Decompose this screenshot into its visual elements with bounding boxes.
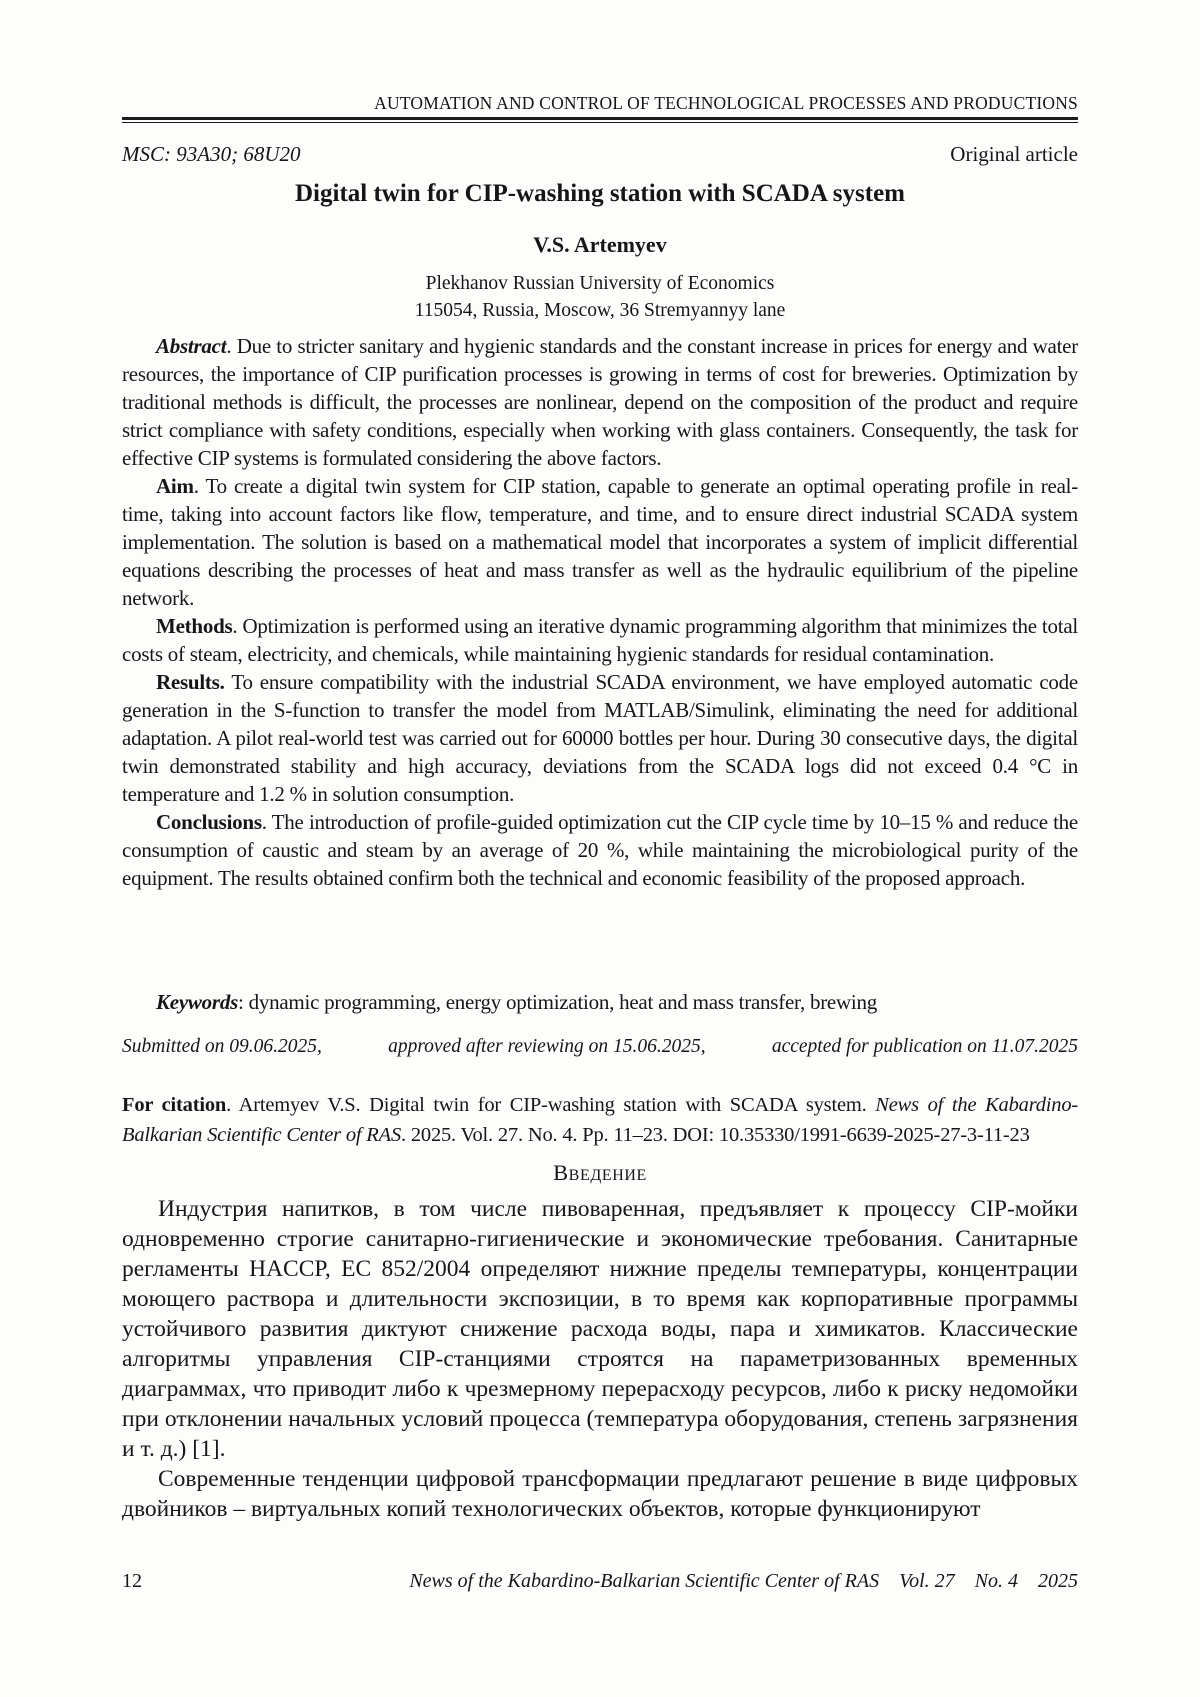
keywords-label: Keywords <box>156 990 238 1014</box>
footer-journal-title: News of the Kabardino-Balkarian Scientific Center of RAS <box>409 1570 880 1592</box>
conclusions-paragraph <box>122 808 1078 892</box>
abstract-text: . Due to stricter sanitary and hygienic standards and the constant increase in prices for energy and water resources, the importance of CIP purification processes is growing in terms of cost for breweries. Optimization by traditional methods is difficult, the processes are nonlinear, depend on the composition of the product and require strict compliance with safety conditions, especially when working with glass containers. Consequently, the task for effective CIP systems is formulated considering the above factors. <box>122 334 1078 470</box>
page-title: Digital twin for CIP-washing station with SCADA system <box>295 180 905 207</box>
author-name: V.S. Artemyev <box>533 232 667 257</box>
abstract-paragraph <box>122 332 1078 472</box>
approved-date: approved after reviewing on 15.06.2025, <box>388 1036 706 1057</box>
running-head: AUTOMATION AND CONTROL OF TECHNOLOGICAL PROCESSES AND PRODUCTIONS <box>374 93 1078 113</box>
header-rule <box>122 117 1078 123</box>
submitted-date: Submitted on 09.06.2025, <box>122 1036 322 1057</box>
footer-volume: Vol. 27 <box>899 1570 955 1592</box>
introduction-block <box>122 1194 1078 1524</box>
aim-label: Aim <box>156 474 194 498</box>
msc-row <box>122 142 1078 167</box>
footer-year: 2025 <box>1038 1570 1078 1592</box>
aim-paragraph <box>122 472 1078 612</box>
article-type-label: Original article <box>950 142 1078 166</box>
citation-after-journal: . 2025. Vol. 27. No. 4. Pp. 11–23. DOI: 10.35330/1991-6639-2025-27-3-11-23 <box>401 1124 1030 1146</box>
msc-code: MSC: 93A30; 68U20 <box>122 142 301 166</box>
introduction-paragraph-1: Индустрия напитков, в том числе пивоваренная, предъявляет к процессу CIP-мойки одновременно строгие санитарно-гигиенические и экономические требования. Санитарные регламенты HACCP, ЕС 852/2004 определяют нижние пределы температуры, концентрации моющего раствора и длительности экспозиции, в то время как корпоративные программы устойчивого развития диктуют снижение расхода воды, пара и химикатов. Классические алгоритмы управления CIP-станциями строятся на параметризованных временных диаграммах, что приводит либо к чрезмерному перерасходу ресурсов, либо к риску недомойки при отклонении начальных условий процесса (температура оборудования, степень загрязнения и т. д.) [1]. <box>122 1196 1078 1462</box>
affiliation-line2: 115054, Russia, Moscow, 36 Stremyannyy lane <box>414 300 786 321</box>
submission-dates <box>122 1036 1078 1058</box>
conclusions-label: Conclusions <box>156 810 262 834</box>
abstract-label: Abstract <box>156 334 227 358</box>
results-label: Results. <box>156 670 225 694</box>
results-paragraph <box>122 668 1078 808</box>
methods-text: . Optimization is performed using an iterative dynamic programming algorithm that minimizes the total costs of steam, electricity, and chemicals, while maintaining hygienic standards for residual contamination. <box>122 614 1078 666</box>
citation-before-journal: . Artemyev V.S. Digital twin for CIP-washing station with SCADA system. <box>226 1094 876 1116</box>
introduction-heading: Введение <box>553 1160 647 1185</box>
keywords-text: : dynamic programming, energy optimization, heat and mass transfer, brewing <box>238 990 878 1014</box>
methods-label: Methods <box>156 614 233 638</box>
results-text: To ensure compatibility with the industrial SCADA environment, we have employed automatic code generation in the S-function to transfer the model from MATLAB/Simulink, eliminating the need for additional adaptation. A pilot real-world test was carried out for 60000 bottles per hour. During 30 consecutive days, the digital twin demonstrated stability and high accuracy, deviations from the SCADA logs did not exceed 0.4 °C in temperature and 1.2 % in solution consumption. <box>122 670 1078 806</box>
footer-journal-line <box>409 1570 1078 1593</box>
affiliation-line1: Plekhanov Russian University of Economics <box>425 273 775 294</box>
citation-journal-name: News of the Kabardino-Balkarian Scientific Center of RAS <box>122 1094 1078 1146</box>
conclusions-text: . The introduction of profile-guided optimization cut the CIP cycle time by 10–15 % and reduce the consumption of caustic and steam by an average of 20 %, while maintaining the microbiological purity of the equipment. The results obtained confirm both the technical and economic feasibility of the proposed approach. <box>122 810 1078 890</box>
for-citation <box>122 1090 1078 1150</box>
keywords-line <box>122 990 1078 1015</box>
page-number: 12 <box>122 1570 142 1592</box>
affiliation <box>122 270 1078 324</box>
methods-paragraph <box>122 612 1078 668</box>
introduction-paragraph-2: Современные тенденции цифровой трансформации предлагают решение в виде цифровых двойников – виртуальных копий технологических объектов, которые функционируют <box>122 1466 1078 1522</box>
abstract-block <box>122 332 1078 892</box>
page-footer <box>122 1570 1078 1593</box>
citation-paragraph <box>122 1090 1078 1150</box>
accepted-date: accepted for publication on 11.07.2025 <box>771 1036 1078 1057</box>
footer-issue: No. 4 <box>974 1570 1018 1592</box>
aim-text: . To create a digital twin system for CIP station, capable to generate an optimal operating profile in real-time, taking into account factors like flow, temperature, and time, and to ensure direct industrial SCADA system implementation. The solution is based on a mathematical model that incorporates a system of implicit differential equations describing the processes of heat and mass transfer as well as the hydraulic equilibrium of the pipeline network. <box>122 474 1078 610</box>
keywords-paragraph <box>122 990 1078 1015</box>
citation-label: For citation <box>122 1094 227 1116</box>
